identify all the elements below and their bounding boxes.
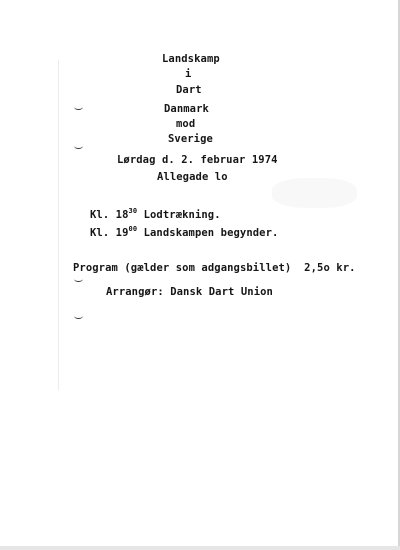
fold-line bbox=[58, 60, 59, 390]
team-1: Danmark bbox=[164, 103, 209, 115]
punch-mark-2 bbox=[74, 143, 83, 149]
program-price-line: Program (gælder som adgangsbillet) 2,5o kr. bbox=[73, 262, 356, 274]
title-line-3: Dart bbox=[176, 84, 202, 96]
paper-edge-bottom bbox=[0, 546, 400, 550]
schedule-item-match-start: Kl. $19^{00}$ Landskampen begynder. bbox=[90, 225, 279, 239]
title-line-2: i bbox=[185, 68, 192, 80]
title-line-1: Landskamp bbox=[162, 53, 220, 65]
schedule-item-draw: Kl. $18^{30}$ Lodtrækning. bbox=[90, 207, 221, 221]
organizer-line: Arrangør: Dansk Dart Union bbox=[106, 286, 273, 298]
punch-mark-4 bbox=[74, 313, 83, 319]
paper-stain bbox=[272, 178, 357, 208]
venue-line: Allegade lo bbox=[157, 171, 228, 183]
team-2: Sverige bbox=[168, 133, 213, 145]
punch-mark-3 bbox=[74, 276, 83, 282]
versus-text: mod bbox=[176, 118, 196, 130]
punch-mark-1 bbox=[74, 104, 83, 110]
date-line: Lørdag d. 2. februar 1974 bbox=[117, 154, 278, 166]
